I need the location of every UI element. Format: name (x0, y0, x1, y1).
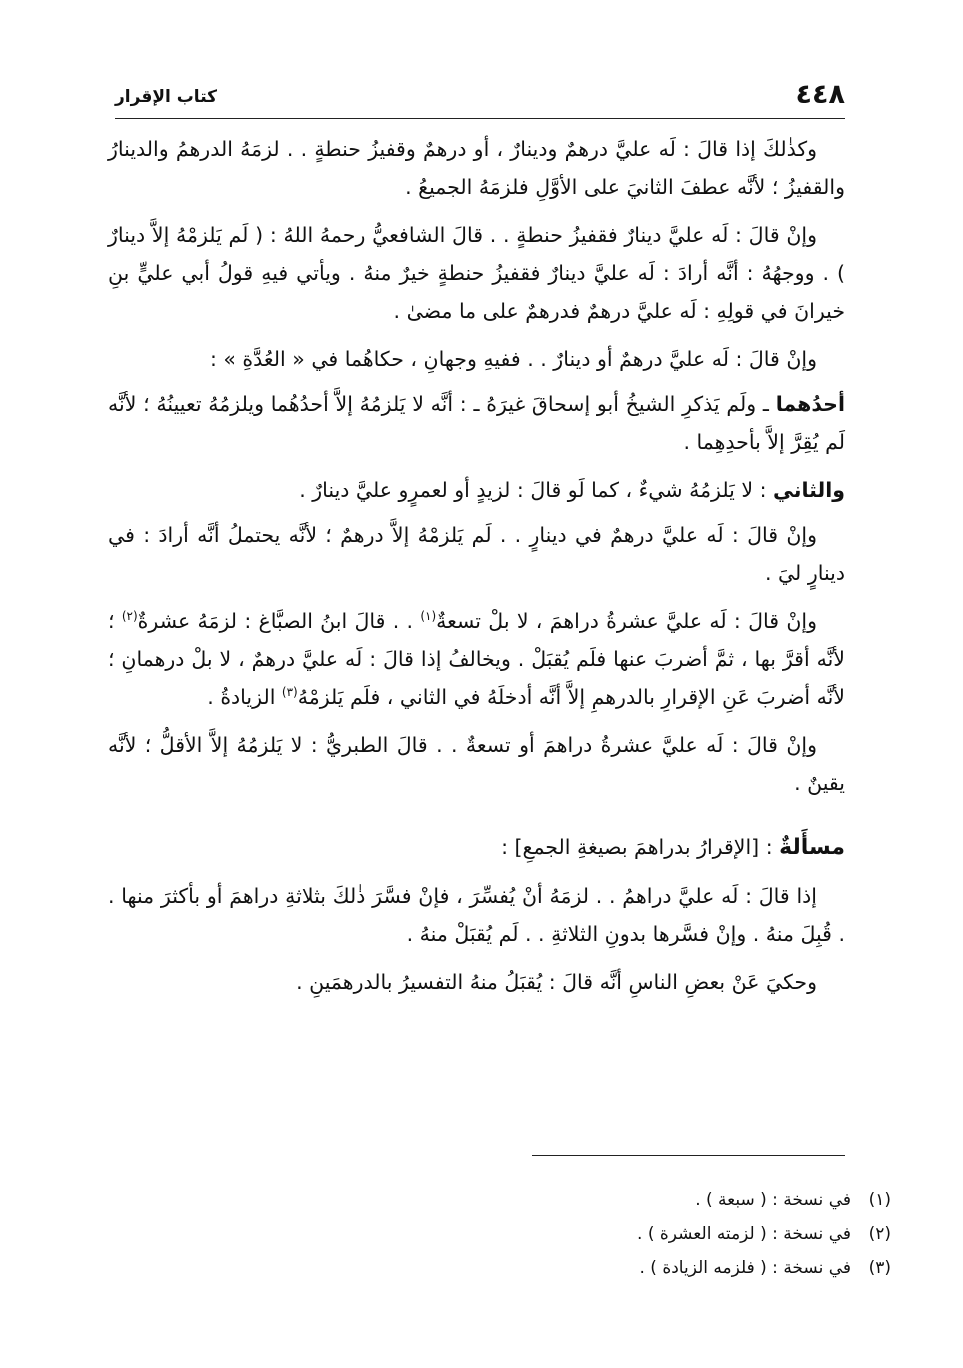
footnote-number: (٣) (868, 1258, 891, 1278)
running-header (115, 78, 845, 119)
footnote-number: (١) (868, 1190, 891, 1210)
masala-title: : [الإقرارُ بدراهمَ بصيغةِ الجمعِ] : (501, 835, 780, 859)
footnote-number: (٢) (868, 1224, 891, 1244)
footnote-separator (532, 1155, 845, 1156)
paragraph-text: وإنْ قالَ : لَه عليَّ درهمٌ أو دينارٌ . . ففيهِ وجهانِ ، حكاهُما في « العُدَّةِ » : (209, 347, 817, 371)
paragraph-text: ـ ولَم يَذكرِ الشيخُ أبو إسحاقَ غيرَهُ ـ : أنَّه لا يَلزمُهُ إلاَّ أحدُهُما ويلزمُهُ تعيينُهُ ؛ لأنَّه لَم يُقِرَّ إلاَّ بأحدِهِما . (108, 392, 845, 454)
footnote-ref[interactable]: (١) (420, 609, 437, 624)
paragraph-text: وحكيَ عَنْ بعضِ الناسِ أنَّه قالَ : يُقبَلُ منهُ التفسيرُ بالدرهمَينِ . (296, 970, 817, 994)
paragraph (108, 130, 845, 206)
paragraph-text: الزيادةُ . (207, 685, 282, 709)
footnote-text: في نسخة : ( سبعة ) . (695, 1190, 851, 1210)
paragraph-text: إذا قالَ : لَه عليَّ دراهمُ . . لزمَهُ أنْ يُفسِّرَ ، فإنْ فسَّرَ ذٰلكَ بثلاثةِ دراهمَ أو بأكثرَ منها . . قُبِلَ منهُ . وإنْ فسَّرها بدونِ الثلاثةِ . . لَم يُقبَلْ منهُ . (108, 884, 845, 946)
book-title: كتاب الإقرار (115, 87, 218, 107)
footnote-ref[interactable]: (٣) (281, 685, 298, 700)
paragraph-text: . . قالَ ابنُ الصبَّاغ : لزمَهُ عشرةٌ (137, 609, 421, 633)
paragraph-text: وكذٰلكَ إذا قالَ : لَه عليَّ درهمٌ ودينارٌ ، أو درهمٌ وقفيزُ حنطةٍ . . لزمَهُ الدرهمُ والدينارُ والقفيزُ ؛ لأنَّه عطفَ الثانيَ على الأوَّلِ فلزمَهُ الجميعُ . (108, 137, 845, 199)
paragraph (108, 963, 845, 1001)
paragraph-lead-word: والثاني (773, 478, 845, 502)
main-text (108, 130, 845, 1011)
paragraph (108, 516, 845, 592)
footnote (300, 1251, 891, 1285)
paragraph-lead-word: أحدُهما (775, 392, 845, 416)
paragraph-text: وإنْ قالَ : لَه عليَّ دينارٌ فقفيزُ حنطةٍ . . قالَ الشافعيُّ رحمهُ اللهُ : ( لَم يَلزمْهُ إلاَّ دينارٌ ) . ووجهُهُ : أنَّه أرادَ : لَه عليَّ دينارٌ فقفيزُ حنطةٍ خيرٌ منهُ . ويأتي فيهِ قولُ أبي عليٍّ بنِ خيرانَ في قولِهِ : لَه عليَّ درهمٌ فدرهمٌ على ما مضىٰ . (108, 223, 845, 323)
footnote-text: في نسخة : ( لزمته العشرة ) . (637, 1224, 851, 1244)
paragraph (108, 216, 845, 330)
footnote (300, 1217, 891, 1251)
section-heading (108, 828, 845, 867)
footnote-text: في نسخة : ( فلزمه الزيادة ) . (639, 1258, 851, 1278)
paragraph (108, 602, 845, 716)
page-number: ٤٤٨ (795, 79, 845, 110)
footnote (300, 1183, 891, 1217)
footnotes (300, 1183, 891, 1285)
paragraph-text: وإنْ قالَ : لَه عليَّ عشرةُ دراهمَ أو تسعةٌ . . قالَ الطبريُّ : لا يَلزمُهُ إلاَّ الأقلُّ ؛ لأنَّه يقينٌ . (108, 733, 845, 795)
paragraph (108, 726, 845, 802)
paragraph (108, 471, 845, 509)
masala-label: مسأَلةٌ (779, 835, 845, 860)
paragraph-text: وإنْ قالَ : لَه عليَّ درهمٌ في دينارٍ . . لَم يَلزمْهُ إلاَّ درهمٌ ؛ لأنَّه يحتملُ أنَّه أرادَ : في دينارٍ ليَ . (108, 523, 845, 585)
paragraph (108, 877, 845, 953)
paragraph-text: ؛ لأنَّه أقرَّ بها ، ثمَّ أضربَ عنها فلَم يُقبَلْ . ويخالفُ إذا قالَ : لَه عليَّ درهمٌ ، لا بلْ درهمانِ ؛ لأنَّه أضربَ عَنِ الإقرارِ بالدرهمِ إلاَّ أنَّه أدخلَهُ في الثاني ، فلَم يَلزمْهُ (108, 609, 845, 709)
paragraph (108, 385, 845, 461)
paragraph (108, 340, 845, 378)
paragraph-text: : لا يَلزمُهُ شيءٌ ، كما لَو قالَ : لزيدٍ أو لعمرٍو عليَّ دينارٌ . (299, 478, 774, 502)
footnote-ref[interactable]: (٢) (121, 609, 138, 624)
paragraph-text: وإنْ قالَ : لَه عليَّ عشرةُ دراهمَ ، لا بلْ تسعةٌ (436, 609, 818, 633)
